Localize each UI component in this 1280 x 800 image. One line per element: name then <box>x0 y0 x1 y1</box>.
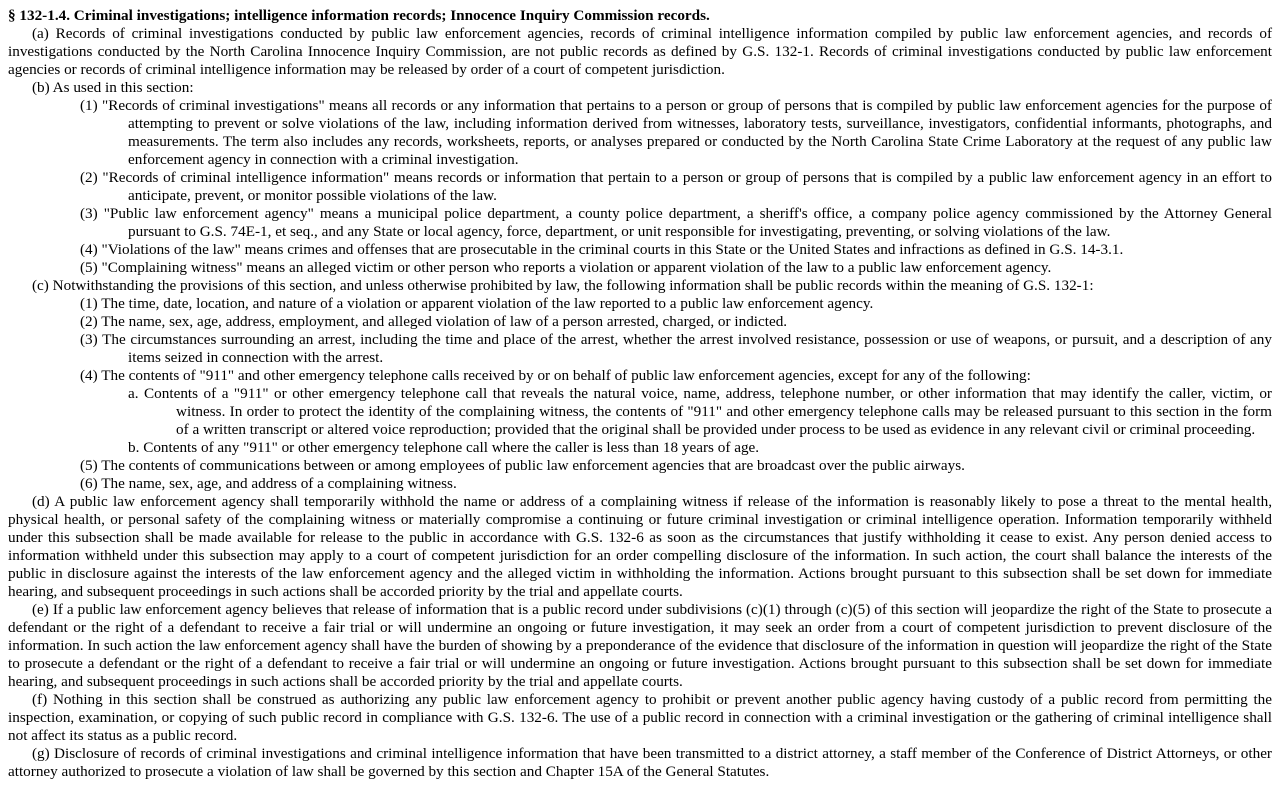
subsection-c-item-2: (2) The name, sex, age, address, employment, and alleged violation of law of a person arrested, charged, or indicted. <box>80 313 788 330</box>
subsection-c-item-4: (4) The contents of "911" and other emergency telephone calls received by or on behalf of public law enforcement agencies, except for any of the following: <box>80 367 1031 384</box>
subsection-g: (g) Disclosure of records of criminal investigations and criminal intelligence information that have been transmitted to a district attorney, a staff member of the Conference of District Attorneys, or other attorney authorized to prosecute a violation of law shall be governed by this section and Chapter 15A of the General Statutes. <box>8 745 1272 780</box>
subsection-b-intro: (b) As used in this section: <box>32 79 194 96</box>
subsection-c4-subitem-a: a. Contents of a "911" or other emergency telephone call that reveals the natural voice, name, address, telephone number, or other information that may identify the caller, victim, or witness. In order to protect the identity of the complaining witness, the contents of "911" and other emergency telephone calls may be released pursuant to this section in the form of a written transcript or altered voice reproduction; provided that the original shall be provided under process to be used as evidence in any relevant civil or criminal proceeding. <box>128 385 1272 438</box>
section-title: § 132-1.4. Criminal investigations; intelligence information records; Innocence Inquiry Commission records. <box>8 7 710 24</box>
subsection-c-item-5: (5) The contents of communications between or among employees of public law enforcement agencies that are broadcast over the public airways. <box>80 457 965 474</box>
subsection-f: (f) Nothing in this section shall be construed as authorizing any public law enforcement agency to prohibit or prevent another public agency having custody of a public record from permitting the inspection, examination, or copying of such public record in compliance with G.S. 132-6. The use of a public record in connection with a criminal investigation or the gathering of criminal intelligence shall not affect its status as a public record. <box>8 691 1272 744</box>
subsection-d: (d) A public law enforcement agency shall temporarily withhold the name or address of a complaining witness if release of the information is reasonably likely to pose a threat to the mental health, physical health, or personal safety of the complaining witness or materially compromise a continuing or future criminal investigation or criminal intelligence operation. Information temporarily withheld under this subsection shall be made available for release to the public in accordance with G.S. 132-6 as soon as the circumstances that justify withholding it cease to exist. Any person denied access to information withheld under this subsection may apply to a court of competent jurisdiction for an order compelling disclosure of the information. In such action, the court shall balance the interests of the public in disclosure against the interests of the law enforcement agency and the alleged victim in withholding the information. Actions brought pursuant to this subsection shall be set down for immediate hearing, and subsequent proceedings in such actions shall be accorded priority by the trial and appellate courts. <box>8 493 1272 600</box>
subsection-b-item-2: (2) "Records of criminal intelligence information" means records or information that pertain to a person or group of persons that is compiled by a public law enforcement agency in an effort to anticipate, prevent, or monitor possible violations of the law. <box>80 169 1272 204</box>
subsection-b-item-3: (3) "Public law enforcement agency" means a municipal police department, a county police department, a sheriff's office, a company police agency commissioned by the Attorney General pursuant to G.S. 74E-1, et seq., and any State or local agency, force, department, or unit responsible for investigating, preventing, or solving violations of the law. <box>80 205 1272 240</box>
subsection-c-item-3: (3) The circumstances surrounding an arrest, including the time and place of the arrest, whether the arrest involved resistance, possession or use of weapons, or pursuit, and a description of any items seized in connection with the arrest. <box>80 331 1272 366</box>
subsection-c4-subitem-b: b. Contents of any "911" or other emergency telephone call where the caller is less than 18 years of age. <box>128 439 760 456</box>
subsection-b-item-1: (1) "Records of criminal investigations" means all records or any information that pertains to a person or group of persons that is compiled by public law enforcement agencies for the purpose of attempting to prevent or solve violations of the law, including information derived from witnesses, laboratory tests, surveillance, investigators, confidential informants, photographs, and measurements. The term also includes any records, worksheets, reports, or analyses prepared or conducted by the North Carolina State Crime Laboratory at the request of any public law enforcement agency in connection with a criminal investigation. <box>80 97 1272 168</box>
subsection-c-item-6: (6) The name, sex, age, and address of a complaining witness. <box>80 475 457 492</box>
subsection-c-intro: (c) Notwithstanding the provisions of this section, and unless otherwise prohibited by law, the following information shall be public records within the meaning of G.S. 132-1: <box>32 277 1094 294</box>
subsection-a: (a) Records of criminal investigations conducted by public law enforcement agencies, records of criminal intelligence information compiled by public law enforcement agencies, and records of investigations conducted by the North Carolina Innocence Inquiry Commission, are not public records as defined by G.S. 132-1. Records of criminal investigations conducted by public law enforcement agencies or records of criminal intelligence information may be released by order of a court of competent jurisdiction. <box>8 25 1272 78</box>
subsection-b-item-4: (4) "Violations of the law" means crimes and offenses that are prosecutable in the criminal courts in this State or the United States and infractions as defined in G.S. 14-3.1. <box>80 241 1124 258</box>
subsection-c-item-1: (1) The time, date, location, and nature of a violation or apparent violation of the law reported to a public law enforcement agency. <box>80 295 874 312</box>
subsection-e: (e) If a public law enforcement agency believes that release of information that is a public record under subdivisions (c)(1) through (c)(5) of this section will jeopardize the right of the State to prosecute a defendant or the right of a defendant to receive a fair trial or will undermine an ongoing or future investigation, it may seek an order from a court of competent jurisdiction to prevent disclosure of the information. In such action the law enforcement agency shall have the burden of showing by a preponderance of the evidence that disclosure of the information in question will jeopardize the right of the State to prosecute a defendant or the right of a defendant to receive a fair trial or will undermine an ongoing or future investigation. Actions brought pursuant to this subsection shall be set down for immediate hearing, and subsequent proceedings in such actions shall be accorded priority by the trial and appellate courts. <box>8 601 1272 690</box>
subsection-b-item-5: (5) "Complaining witness" means an alleged victim or other person who reports a violation or apparent violation of the law to a public law enforcement agency. <box>80 259 1052 276</box>
